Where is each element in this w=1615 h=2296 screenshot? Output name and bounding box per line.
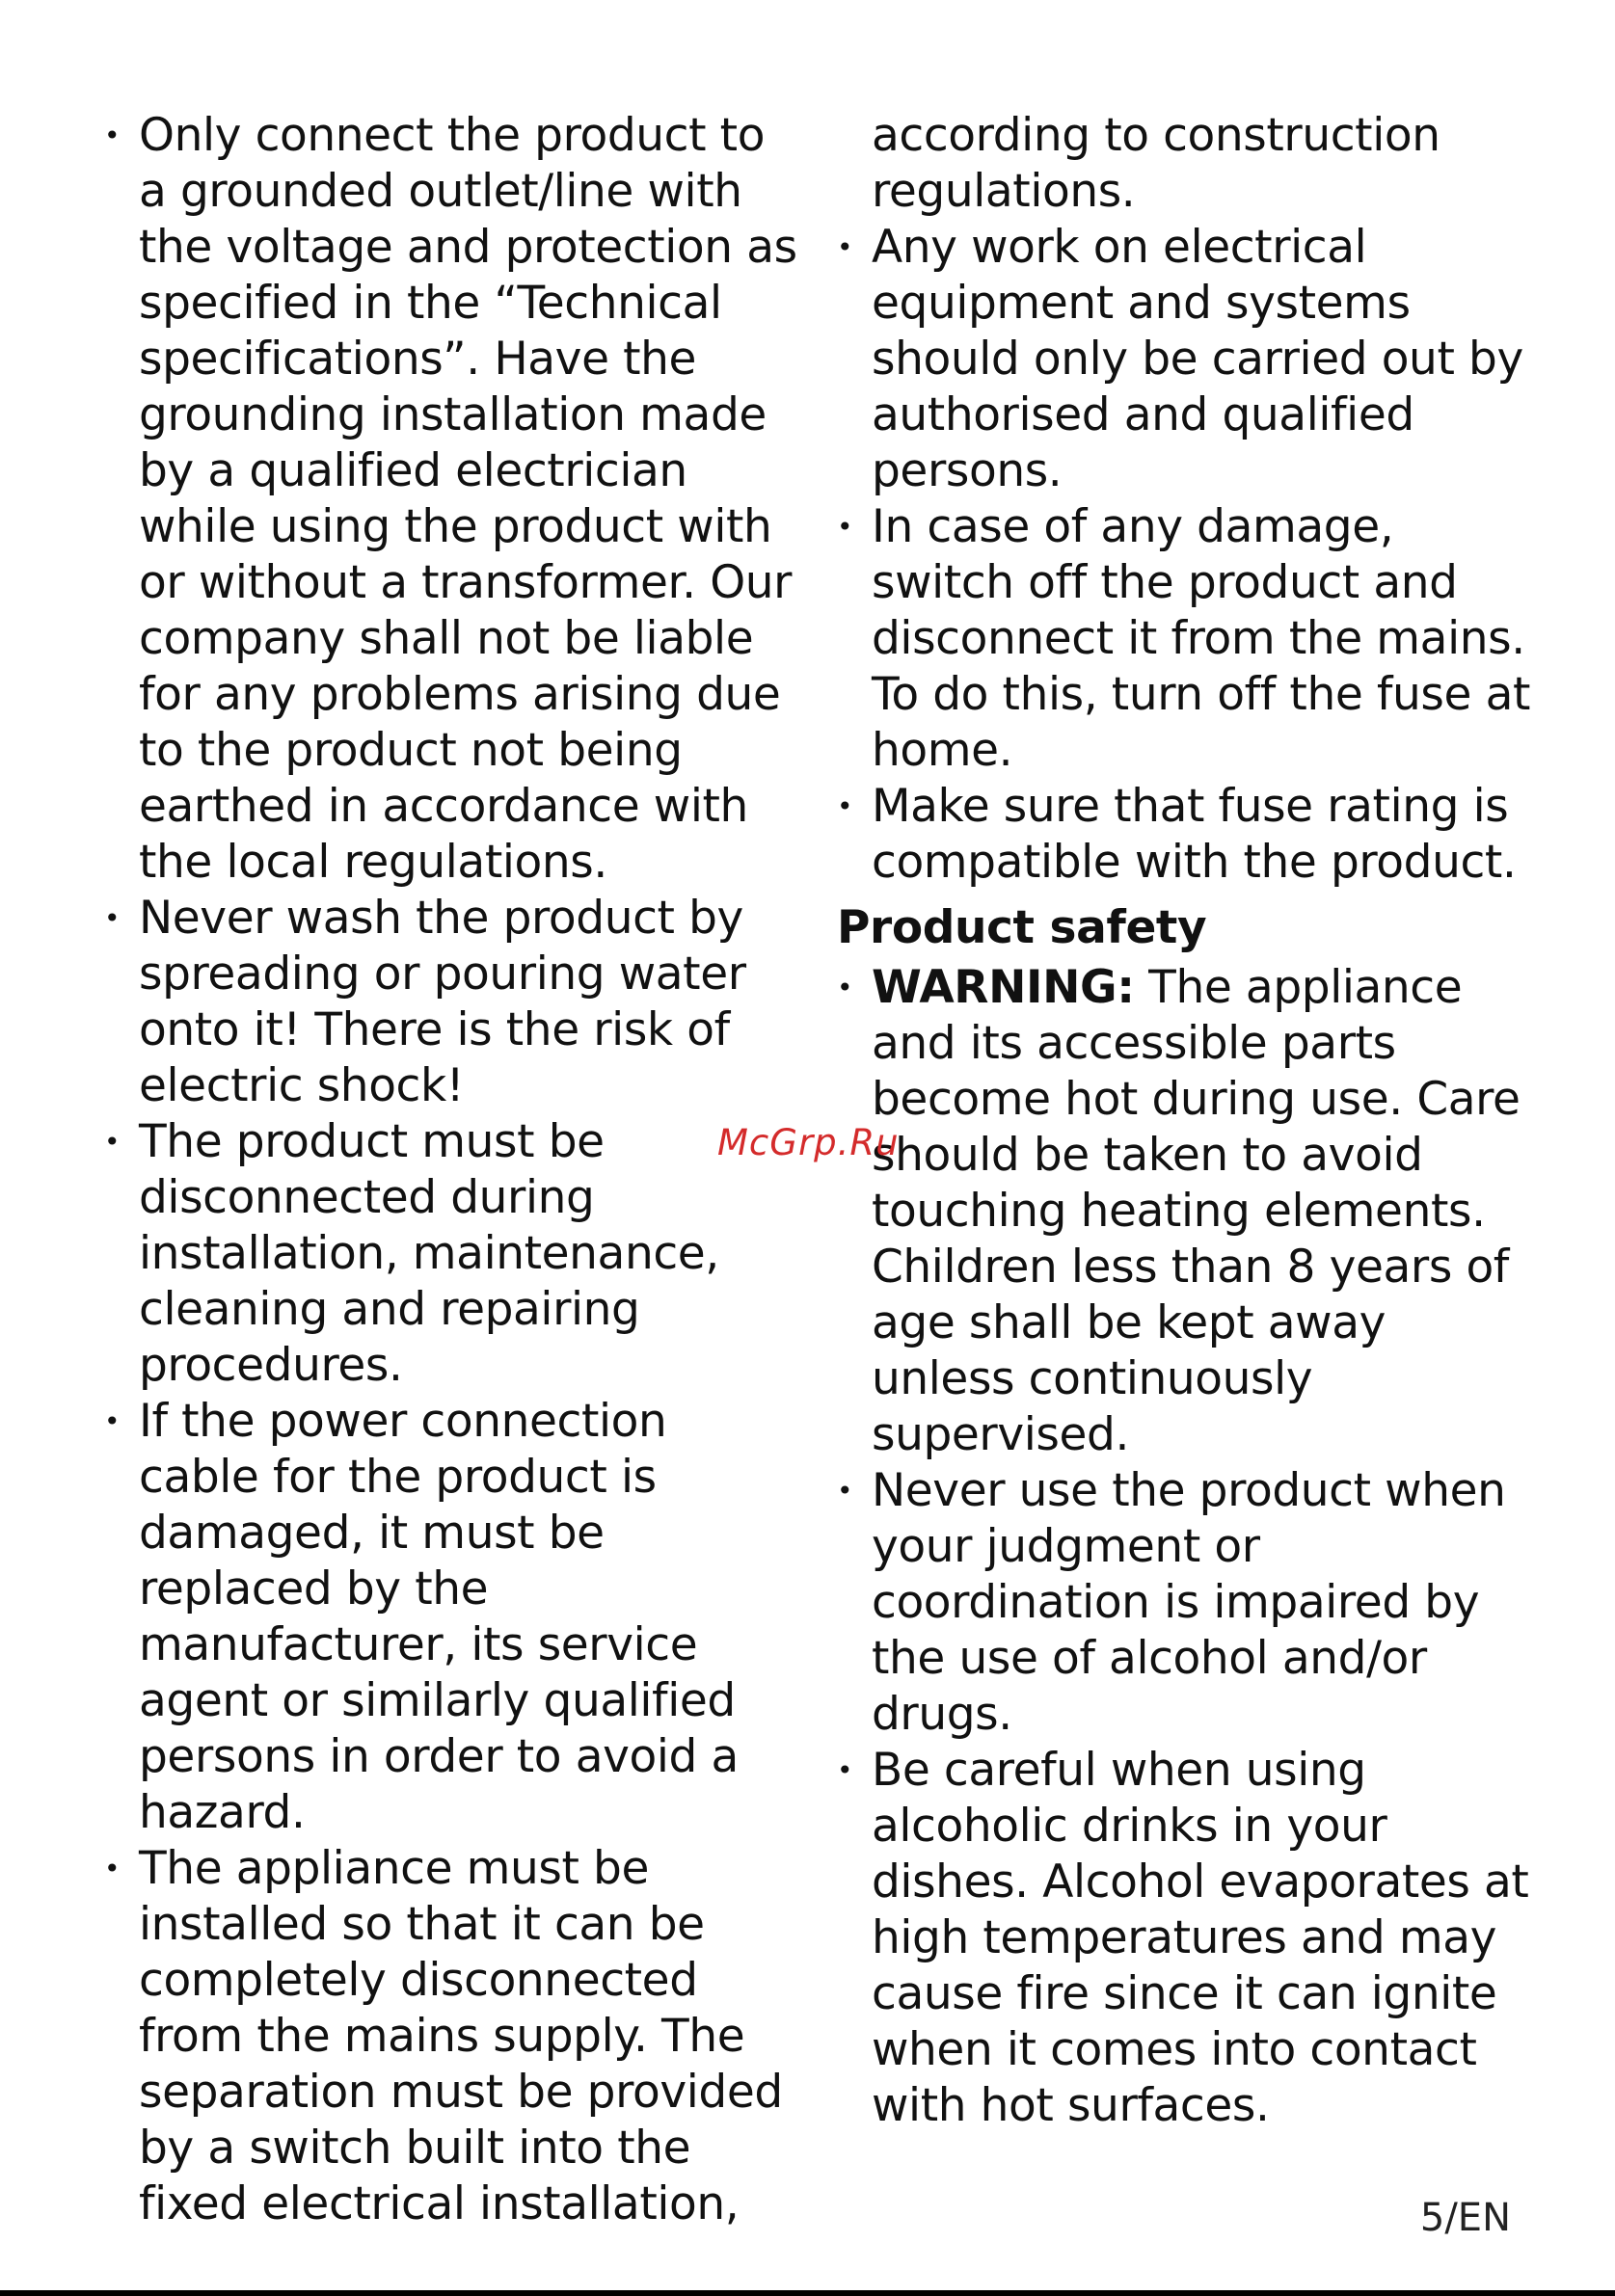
- bullet-icon: •: [104, 1126, 121, 1158]
- bullet-icon: •: [837, 1754, 853, 1786]
- left-bullet-list: [104, 108, 798, 2232]
- list-item: [837, 1463, 1531, 1743]
- right-column: [837, 108, 1531, 2134]
- list-item-text: Never wash the product by spreading or pouring water onto it! There is the risk of electric shock!: [139, 892, 746, 1112]
- continued-text: according to construction regulations.: [872, 109, 1440, 218]
- bullet-icon: •: [837, 972, 853, 1003]
- list-item-text: If the power connection cable for the product is damaged, it must be replaced by the manufacturer, its service agent or similarly qualified persons in order to avoid a hazard.: [139, 1395, 739, 1839]
- list-item: [837, 1743, 1531, 2134]
- bottom-divider: [0, 2290, 1615, 2296]
- bullet-icon: •: [104, 120, 121, 151]
- list-item-text: The product must be disconnected during installation, maintenance, cleaning and repairing procedures.: [139, 1115, 719, 1392]
- right-bullet-list: [837, 220, 1531, 891]
- product-safety-list: [837, 960, 1531, 2134]
- list-item: [837, 779, 1531, 891]
- bullet-icon: •: [837, 231, 853, 263]
- bullet-icon: •: [837, 790, 853, 822]
- left-column: [104, 108, 798, 2232]
- list-item-text: Be careful when using alcoholic drinks in your dishes. Alcohol evaporates at high temperatures and may cause fire since it can ignite when it comes into contact with hot surfaces.: [872, 1744, 1529, 2132]
- list-item: [104, 891, 798, 1114]
- page-number: 5/EN: [1419, 2196, 1511, 2240]
- bullet-icon: •: [104, 1853, 121, 1884]
- list-item-text: Make sure that fuse rating is compatible with the product.: [872, 780, 1517, 889]
- list-item: [104, 1114, 798, 1394]
- list-item-text: In case of any damage, switch off the product and disconnect it from the mains. To do this, turn off the fuse at home.: [872, 500, 1530, 777]
- list-item: [104, 1394, 798, 1841]
- warning-label: WARNING:: [872, 961, 1135, 1014]
- list-item: [104, 1841, 798, 2232]
- list-item-text: The appliance must be installed so that it can be completely disconnected from the mains supply. The separation must be provided by a switch built into the fixed electrical installation,: [139, 1842, 783, 2230]
- list-item-text: Any work on electrical equipment and systems should only be carried out by authorised and qualified persons.: [872, 221, 1523, 497]
- list-item-text: [872, 960, 1531, 1463]
- list-item: [837, 499, 1531, 779]
- warning-text: The appliance and its accessible parts become hot during use. Care should be taken to avoid touching heating elements. Children less than 8 years of age shall be kept away unless continuously supervised.: [872, 961, 1521, 1461]
- bullet-icon: •: [104, 1405, 121, 1437]
- list-item: [837, 960, 1531, 1463]
- list-item: [837, 220, 1531, 499]
- list-item-text: Only connect the product to a grounded outlet/line with the voltage and protection as specified in the “Technical specifications”. Have the grounding installation made by a qualified electrician while using the product with or without a transformer. Our company shall not be liable for any problems arising due to the product not being earthed in accordance with the local regulations.: [139, 109, 797, 889]
- list-item: [104, 108, 798, 891]
- list-item-text: Never use the product when your judgment or coordination is impaired by the use of alcohol and/or drugs.: [872, 1464, 1506, 1741]
- bullet-icon: •: [104, 902, 121, 934]
- watermark: McGrp.Ru: [717, 1122, 900, 1163]
- bullet-icon: •: [837, 1475, 853, 1507]
- bullet-icon: •: [837, 511, 853, 543]
- section-title: Product safety: [837, 901, 1207, 954]
